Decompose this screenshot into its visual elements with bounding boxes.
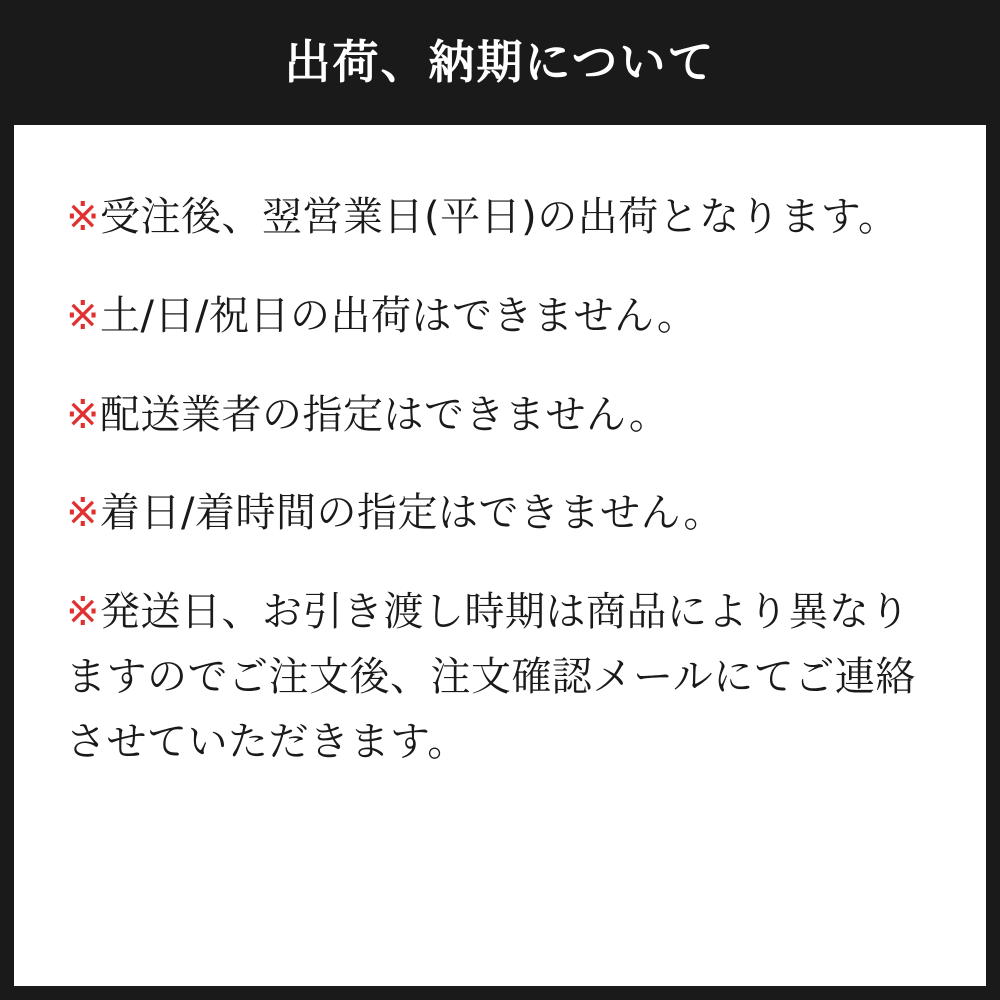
notice-text: 配送業者の指定はできません。 bbox=[100, 391, 670, 438]
notice-text: 着日/着時間の指定はできません。 bbox=[100, 490, 724, 537]
asterisk-icon: ※ bbox=[66, 589, 101, 636]
asterisk-icon: ※ bbox=[66, 292, 101, 339]
list-item bbox=[66, 481, 934, 546]
list-item bbox=[66, 185, 934, 250]
asterisk-icon: ※ bbox=[66, 391, 101, 438]
page-header bbox=[0, 0, 1000, 125]
notice-text: 発送日、お引き渡し時期は商品により異なりますのでご注文後、注文確認メールにてご連絡させていただきます。 bbox=[66, 589, 916, 765]
asterisk-icon: ※ bbox=[66, 490, 101, 537]
notice-list bbox=[66, 185, 934, 775]
notice-text: 土/日/祝日の出荷はできません。 bbox=[100, 292, 698, 339]
list-item bbox=[66, 383, 934, 448]
list-item bbox=[66, 284, 934, 349]
asterisk-icon: ※ bbox=[66, 194, 101, 240]
notice-panel bbox=[14, 125, 986, 986]
notice-text: 受注後、翌営業日(平日)の出荷となります。 bbox=[100, 194, 899, 240]
page-title: 出荷、納期について bbox=[284, 34, 716, 89]
list-item bbox=[66, 580, 934, 774]
